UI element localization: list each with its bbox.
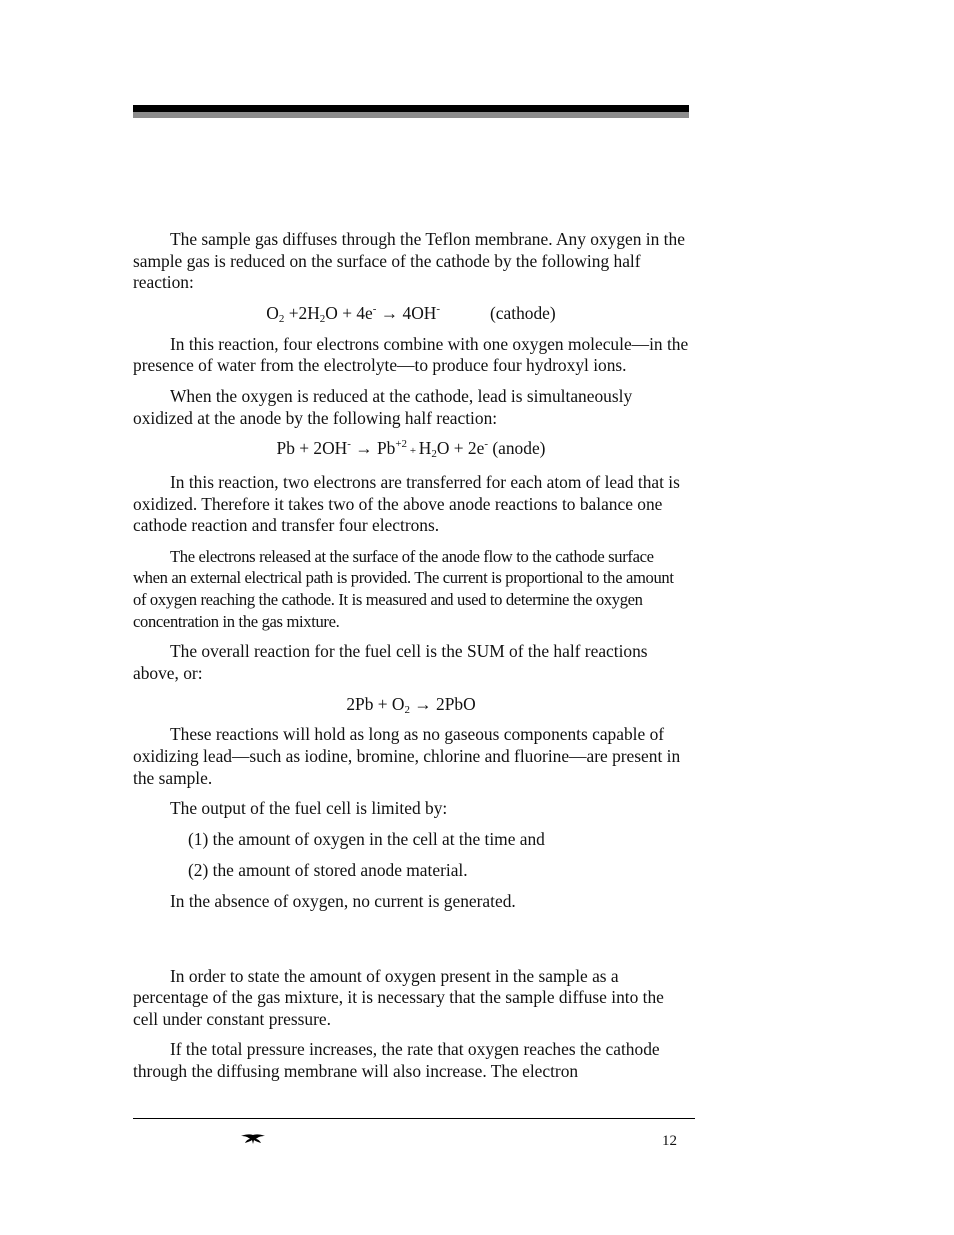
footer-rule [133, 1118, 695, 1119]
list-item: (1) the amount of oxygen in the cell at the time and [188, 829, 545, 850]
equation-anode: $Pb + 2OH^- \to Pb^{+2} + H_2O + 2e^-$ (anode) [276, 438, 546, 461]
equation-cathode: $O_2 +2H_2O + 4e^- \to 4OH^-$ (cathode) [266, 302, 556, 325]
header-rule-shadow [133, 112, 689, 118]
equation-overall: $2Pb + O_2 \to 2PbO$ [346, 693, 476, 716]
list-item: (2) the amount of stored anode material. [188, 859, 468, 880]
equation-label: (anode) [488, 438, 546, 459]
paragraph: The electrons released at the surface of the anode flow to the cathode surface when an external electrical path is provided. The current is proportional to the amount of oxygen reaching the cathode. It is measured and used to determine the oxygen concentration in the gas mixture. [133, 546, 674, 631]
paragraph: The sample gas diffuses through the Teflon membrane. Any oxygen in the sample gas is reduced on the surface of the cathode by the following half reaction: [133, 229, 685, 293]
paragraph: In this reaction, four electrons combine with one oxygen molecule—in the presence of water from the electrolyte—to produce four hydroxyl ions. [133, 333, 689, 376]
header-rule [133, 105, 689, 112]
paragraph: In order to state the amount of oxygen present in the sample as a percentage of the gas mixture, it is necessary that the sample diffuse into the cell under constant pressure. [133, 965, 664, 1029]
paragraph: In the absence of oxygen, no current is generated. [170, 890, 516, 911]
paragraph: When the oxygen is reduced at the cathode, lead is simultaneously oxidized at the anode by the following half reaction: [133, 385, 633, 428]
paragraph: If the total pressure increases, the rate that oxygen reaches the cathode through the diffusing membrane will also increase. The electron [133, 1039, 660, 1082]
page-number: 12 [662, 1133, 677, 1149]
paragraph: In this reaction, two electrons are transferred for each atom of lead that is oxidized. Therefore it takes two of the above anode reactions to balance one cathode reaction and transfer four electrons. [133, 471, 680, 536]
equation-label: (cathode) [490, 302, 556, 323]
section-spacer [133, 922, 689, 966]
paragraph: The output of the fuel cell is limited by: [170, 798, 448, 819]
teledyne-logo-icon [240, 1133, 266, 1145]
paragraph: The overall reaction for the fuel cell is the SUM of the half reactions above, or: [133, 641, 648, 684]
paragraph: These reactions will hold as long as no gaseous components capable of oxidizing lead—such as iodine, bromine, chlorine and fluorine—are present in the sample. [133, 724, 681, 788]
page-body [133, 229, 689, 1092]
